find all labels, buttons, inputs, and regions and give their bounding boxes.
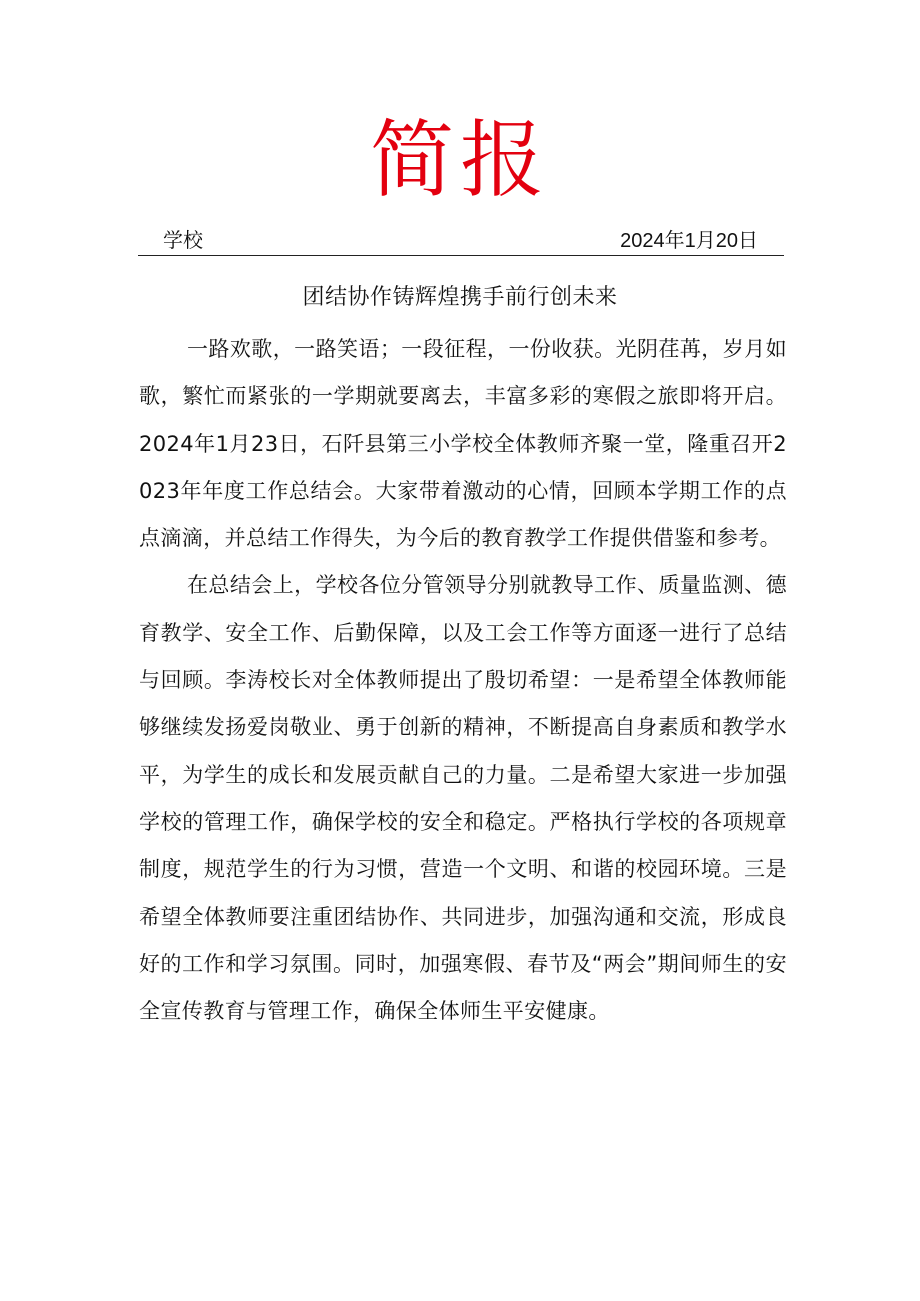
body-paragraph: 在总结会上，学校各位分管领导分别就教导工作、质量监测、德育教学、安全工作、后勤保障，以及工会工作等方面逐一进行了总结与回顾。李涛校长对全体教师提出了殷切希望：一是希望全体教师能够继续发扬爱岗敬业、勇于创新的精神，不断提高自身素质和教学水平，为学生的成长和发展贡献自己的力量。二是希望大家进一步加强学校的管理工作，确保学校的安全和稳定。严格执行学校的各项规章制度，规范学生的行为习惯，营造一个文明、和谐的校园环境。三是希望全体教师要注重团结协作、共同进步，加强沟通和交流，形成良好的工作和学习氛围。同时，加强寒假、春节及“两会”期间师生的安全宣传教育与管理工作，确保全体师生平安健康。 [139, 573, 787, 1024]
divider-line [138, 255, 784, 256]
article-body [139, 326, 787, 1035]
article-headline: 团结协作铸辉煌携手前行创未来 [302, 284, 618, 309]
info-row [138, 228, 784, 254]
body-paragraph: 一路欢歌，一路笑语；一段征程，一份收获。光阴荏苒，岁月如歌，繁忙而紧张的一学期就要离去，丰富多彩的寒假之旅即将开启。2024年1月23日，石阡县第三小学校全体教师齐聚一堂，隆重召开2023年年度工作总结会。大家带着激动的心情，回顾本学期工作的点点滴滴，并总结工作得失，为今后的教育教学工作提供借鉴和参考。 [139, 337, 787, 551]
school-label: 学校 [163, 230, 203, 252]
masthead-title: 简报 [369, 111, 550, 209]
issue-date: 2024年1月20日 [620, 230, 758, 252]
